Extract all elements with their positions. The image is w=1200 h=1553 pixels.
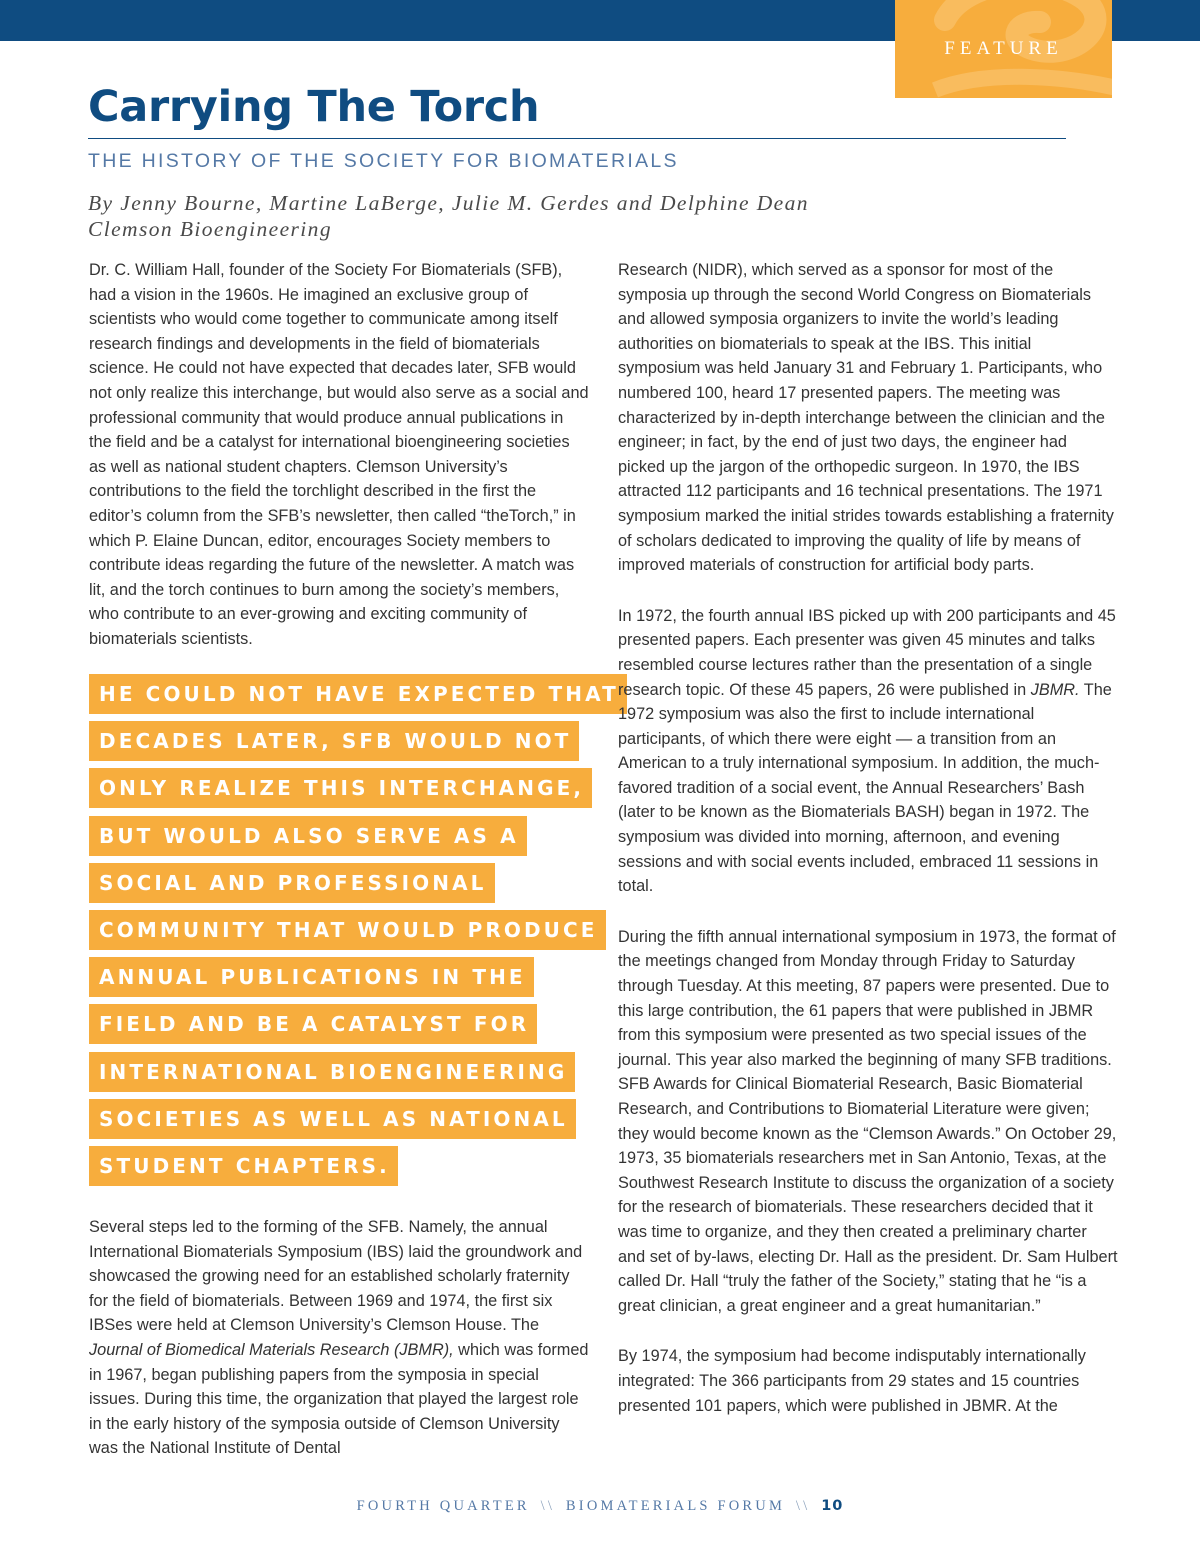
pull-quote-line: ONLY REALIZE THIS INTERCHANGE, (89, 768, 592, 808)
footer-separator: \\ (540, 1498, 556, 1514)
footer-issue: FOURTH QUARTER (356, 1498, 530, 1514)
journal-title: Journal of Biomedical Materials Research (JBMR), (89, 1340, 454, 1359)
feature-section-tab (895, 0, 1112, 98)
pull-quote-line: COMMUNITY THAT WOULD PRODUCE (89, 910, 606, 950)
article-title: Carrying The Torch (88, 82, 540, 132)
pull-quote-line: INTERNATIONAL BIOENGINEERING (89, 1052, 575, 1092)
feature-label: FEATURE (944, 38, 1063, 59)
pull-quote-line: STUDENT CHAPTERS. (89, 1146, 398, 1186)
page-footer (0, 1498, 1200, 1515)
pull-quote-line: BUT WOULD ALSO SERVE AS A (89, 816, 527, 856)
article-subtitle: THE HISTORY OF THE SOCIETY FOR BIOMATERIALS (88, 150, 679, 172)
pull-quote-line: SOCIAL AND PROFESSIONAL (89, 863, 495, 903)
paragraph: Several steps led to the forming of the SFB. Namely, the annual International Biomaterials Symposium (IBS) laid the groundwork and showcased the growing need for an established scholarly fraternity for the field of biomaterials. Between 1969 and 1974, the first six IBSes were held at Clemson University’s Clemson House. The Journal of Biomedical Materials Research (JBMR), which was formed in 1967, began publishing papers from the symposia in special issues. During this time, the organization that played the largest role in the early history of the symposia outside of Clemson University was the National Institute of Dental (89, 1218, 589, 1458)
paragraph: Research (NIDR), which served as a sponsor for most of the symposia up through the second World Congress on Biomaterials and allowed symposia organizers to invite the world’s leading authorities on biomaterials to speak at the IBS. This initial symposium was held January 31 and February 1. Participants, who numbered 100, heard 17 presented papers. The meeting was characterized by in-depth interchange between the clinician and the engineer; in fact, by the end of just two days, the engineer had picked up the jargon of the orthopedic surgeon. In 1970, the IBS attracted 112 participants and 16 technical presentations. The 1971 symposium marked the initial strides towards establishing a fraternity of scholars dedicated to improving the quality of life by means of improved materials of construction for artificial body parts. (618, 261, 1114, 575)
pull-quote (89, 674, 619, 1193)
left-column-top (89, 258, 589, 652)
byline (88, 190, 848, 242)
left-column-bottom (89, 1215, 589, 1461)
right-column (618, 258, 1118, 1418)
pull-quote-line: DECADES LATER, SFB WOULD NOT (89, 721, 579, 761)
pull-quote-line: SOCIETIES AS WELL AS NATIONAL (89, 1099, 576, 1139)
footer-separator: \\ (795, 1498, 811, 1514)
pull-quote-line: ANNUAL PUBLICATIONS IN THE (89, 957, 534, 997)
page-number: 10 (821, 1498, 844, 1514)
journal-title: JBMR. (1030, 680, 1080, 699)
footer-publication: BIOMATERIALS FORUM (565, 1498, 786, 1514)
title-divider (88, 138, 1066, 139)
pull-quote-line: HE COULD NOT HAVE EXPECTED THAT (89, 674, 627, 714)
byline-authors: By Jenny Bourne, Martine LaBerge, Julie M. Gerdes and Delphine Dean (88, 191, 809, 215)
paragraph: Dr. C. William Hall, founder of the Society For Biomaterials (SFB), had a vision in the 1960s. He imagined an exclusive group of scientists who would come together to communicate among itself research findings and developments in the field of biomaterials science. He could not have expected that decades later, SFB would not only realize this interchange, but would also serve as a social and professional community that would produce annual publications in the field and be a catalyst for international bioengineering societies as well as national student chapters. Clemson University’s contributions to the field the torchlight described in the first the editor’s column from the SFB’s newsletter, then called “theTorch,” in which P. Elaine Duncan, editor, encourages Society members to contribute ideas regarding the future of the newsletter. A match was lit, and the torch continues to burn among the society’s members, who contribute to an ever-growing and exciting community of biomaterials scientists. (89, 261, 589, 648)
pull-quote-line: FIELD AND BE A CATALYST FOR (89, 1004, 537, 1044)
byline-affiliation: Clemson Bioengineering (88, 217, 332, 241)
paragraph: In 1972, the fourth annual IBS picked up with 200 participants and 45 presented papers. Each presenter was given 45 minutes and talks resembled course lectures rather than the presentation of a single research topic. Of these 45 papers, 26 were published in JBMR. The 1972 symposium was also the first to include international participants, of which there were eight — a transition from an American to a truly international symposium. In addition, the much-favored tradition of a social event, the Annual Researchers’ Bash (later to be known as the Biomaterials BASH) began in 1972. The symposium was divided into morning, afternoon, and evening sessions and with social events included, embraced 11 sessions in total. (618, 606, 1116, 896)
paragraph: During the fifth annual international symposium in 1973, the format of the meetings changed from Monday through Friday to Saturday through Tuesday. At this meeting, 87 papers were presented. Due to this large contribution, the 61 papers that were published in JBMR from this symposium were presented as two special issues of the journal. This year also marked the beginning of many SFB traditions. SFB Awards for Clinical Biomaterial Research, Basic Biomaterial Research, and Contributions to Biomaterial Literature were given; they would become known as the “Clemson Awards.” On October 29, 1973, 35 biomaterials researchers met in San Antonio, Texas, at the Southwest Research Institute to discuss the organization of a society for the research of biomaterials. These researchers decided that it was time to organize, and they then created a preliminary charter and set of by-laws, electing Dr. Hall as the president. Dr. Sam Hulbert called Dr. Hall “truly the father of the Society,” stating that he “is a great clinician, a great engineer and a great humanitarian.” (618, 927, 1118, 1315)
paragraph: By 1974, the symposium had become indisputably internationally integrated: The 366 participants from 29 states and 15 countries presented 101 papers, which were published in JBMR. At the (618, 1347, 1086, 1415)
